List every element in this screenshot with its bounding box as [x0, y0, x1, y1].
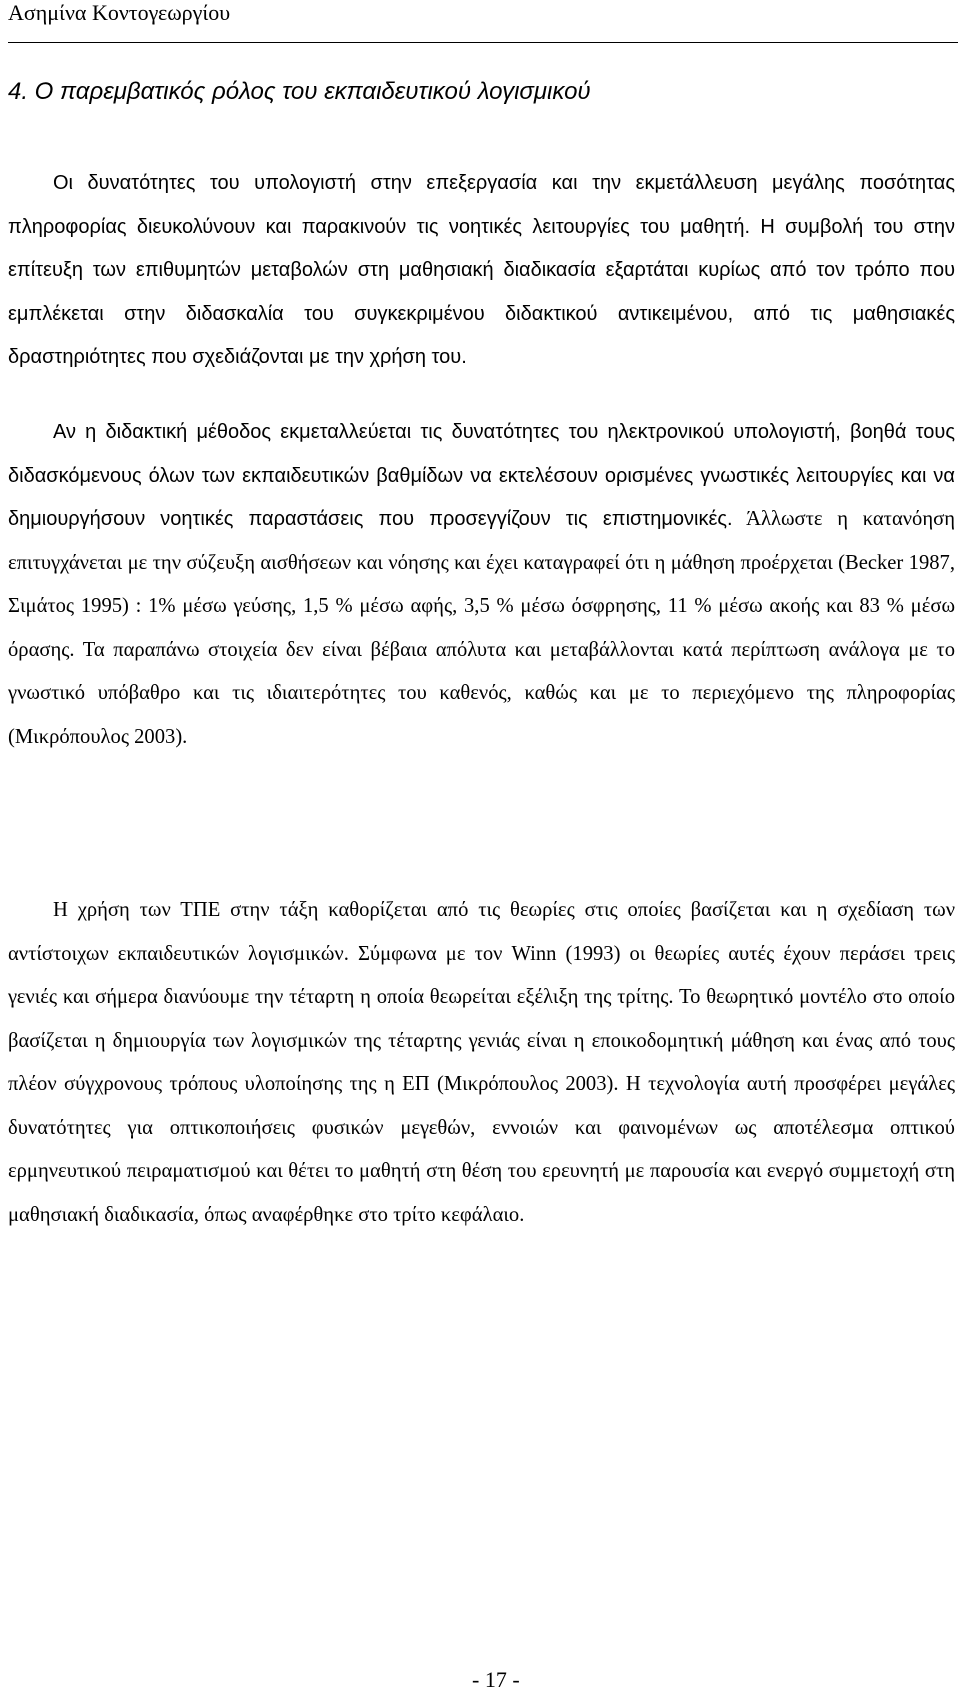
paragraph-2 — [8, 411, 955, 759]
page-header — [8, 0, 958, 43]
paragraph-2-serif-part: Άλλωστε η κατανόηση επιτυγχάνεται με την σύζευξη αισθήσεων και νόησης και έχει καταγραφεί ότι η μάθηση προέρχεται (Becker 1987, Σιμάτος 1995) : 1% μέσω γεύσης, 1,5 % μέσω αφής, 3,5 % μέσω όσφρησης, 11 % μέσω ακοής και 83 % μέσω όρασης. Τα παραπάνω στοιχεία δεν είναι βέβαια απόλυτα και μεταβάλλονται κατά περίπτωση ανάλογα με το γνωστικό υπόβαθρο και τις ιδιαιτερότητες του καθενός, καθώς και με το περιεχόμενο της πληροφορίας (Μικρόπουλος 2003). — [8, 508, 955, 748]
paragraph-3: Η χρήση των ΤΠΕ στην τάξη καθορίζεται από τις θεωρίες στις οποίες βασίζεται και η σχεδίαση των αντίστοιχων εκπαιδευτικών λογισμικών. Σύμφωνα με τον Winn (1993) οι θεωρίες αυτές έχουν περάσει τρεις γενιές και σήμερα διανύουμε την τέταρτη η οποία θεωρείται εξέλιξη της τρίτης. Το θεωρητικό μοντέλο στο οποίο βασίζεται η δημιουργία των λογισμικών της τέταρτης γενιάς είναι η εποικοδομητική μάθηση και ένας από τους πλέον σύγχρονους τρόπους υλοποίησης της η ΕΠ (Μικρόπουλος 2003). Η τεχνολογία αυτή προσφέρει μεγάλες δυνατότητες για οπτικοποιήσεις φυσικών μεγεθών, εννοιών και φαινομένων ως αποτέλεσμα οπτικού ερμηνευτικού πειραματισμού και θέτει το μαθητή στη θέση του ερευνητή με παρουσία και ενεργό συμμετοχή στη μαθησιακή διαδικασία, όπως αναφέρθηκε στο τρίτο κεφάλαιο. — [8, 899, 955, 1226]
page-number: - 17 - — [472, 1667, 520, 1692]
paragraph-1: Οι δυνατότητες του υπολογιστή στην επεξεργασία και την εκμετάλλευση μεγάλης ποσότητας πληροφορίας διευκολύνουν και παρακινούν τις νοητικές λειτουργίες του μαθητή. Η συμβολή του στην επίτευξη των επιθυμητών μεταβολών στη μαθησιακή διαδικασία εξαρτάται κυρίως από τον τρόπο που εμπλέκεται στην διδασκαλία του συγκεκριμένου διδακτικού αντικειμένου, από τις μαθησιακές δραστηριότητες που σχεδιάζονται με την χρήση του. — [8, 172, 955, 368]
header-author: Ασημίνα Κοντογεωργίου — [8, 0, 231, 25]
paragraph-2-sans-part: Αν η διδακτική μέθοδος εκμεταλλεύεται τις δυνατότητες του ηλεκτρονικού υπολογιστή, βοηθά τους διδασκόμενους όλων των εκπαιδευτικών βαθμίδων να εκτελέσουν ορισμένες γνωστικές λειτουργίες και να δημιουργήσουν νοητικές παραστάσεις που προσεγγίζουν τις επιστημονικές. — [8, 421, 955, 530]
section-title: 4. Ο παρεμβατικός ρόλος του εκπαιδευτικού λογισμικού — [8, 78, 591, 105]
